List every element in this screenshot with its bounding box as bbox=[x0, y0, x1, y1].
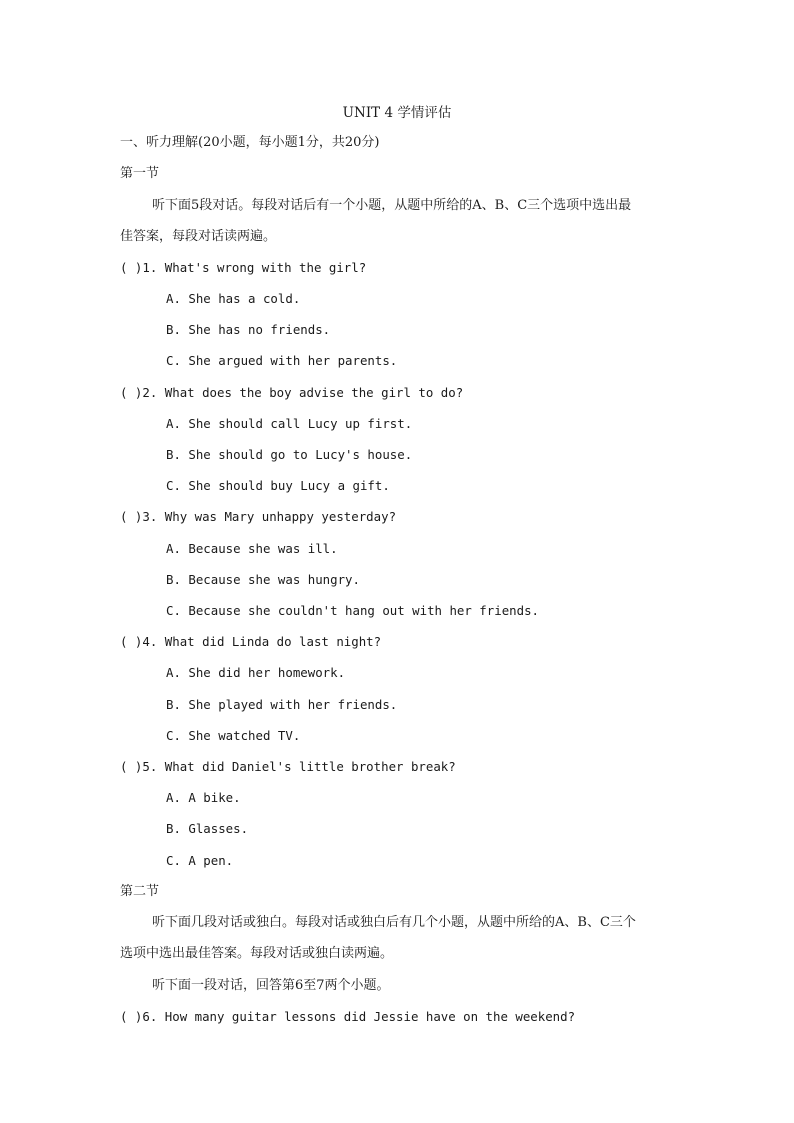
section2-instruction-line1: 听下面几段对话或独白。每段对话或独白后有几个小题，从题中所给的A、B、C三个 bbox=[152, 915, 636, 930]
question-stem: 3. Why was Mary unhappy yesterday? bbox=[142, 509, 397, 524]
option-5a: A. A bike. bbox=[166, 790, 241, 805]
answer-paren[interactable]: ( ) bbox=[120, 260, 143, 275]
question-5 bbox=[120, 757, 456, 777]
question-stem: 5. What did Daniel's little brother break? bbox=[142, 759, 456, 774]
answer-paren[interactable]: ( ) bbox=[120, 634, 143, 649]
question-3 bbox=[120, 507, 396, 527]
section1-instruction-line2: 佳答案，每段对话读两遍。 bbox=[120, 229, 277, 244]
option-1c: C. She argued with her parents. bbox=[166, 353, 398, 368]
question-stem: 1. What's wrong with the girl? bbox=[142, 260, 367, 275]
option-4b: B. She played with her friends. bbox=[166, 697, 398, 712]
option-1a: A. She has a cold. bbox=[166, 291, 301, 306]
part1-heading: 一、听力理解(20小题，每小题1分，共20分) bbox=[120, 135, 380, 150]
section1-instruction-line1: 听下面5段对话。每段对话后有一个小题，从题中所给的A、B、C三个选项中选出最 bbox=[152, 198, 632, 213]
question-4 bbox=[120, 632, 381, 652]
answer-paren[interactable]: ( ) bbox=[120, 385, 143, 400]
option-3b: B. Because she was hungry. bbox=[166, 572, 360, 587]
option-4a: A. She did her homework. bbox=[166, 665, 346, 680]
question-stem: 2. What does the boy advise the girl to do? bbox=[142, 385, 464, 400]
answer-paren[interactable]: ( ) bbox=[120, 1009, 143, 1024]
question-6 bbox=[120, 1007, 575, 1027]
section2-label: 第二节 bbox=[120, 884, 160, 899]
answer-paren[interactable]: ( ) bbox=[120, 509, 143, 524]
option-5b: B. Glasses. bbox=[166, 821, 249, 836]
question-stem: 6. How many guitar lessons did Jessie have on the weekend? bbox=[142, 1009, 576, 1024]
page-title: UNIT 4 学情评估 bbox=[342, 105, 452, 121]
option-2c: C. She should buy Lucy a gift. bbox=[166, 478, 390, 493]
question-1 bbox=[120, 258, 366, 278]
option-3a: A. Because she was ill. bbox=[166, 541, 338, 556]
answer-paren[interactable]: ( ) bbox=[120, 759, 143, 774]
section2-sub-instruction: 听下面一段对话，回答第6至7两个小题。 bbox=[152, 978, 390, 993]
question-2 bbox=[120, 383, 463, 403]
section1-label: 第一节 bbox=[120, 166, 160, 181]
question-stem: 4. What did Linda do last night? bbox=[142, 634, 382, 649]
option-5c: C. A pen. bbox=[166, 853, 234, 868]
section2-instruction-line2: 选项中选出最佳答案。每段对话或独白读两遍。 bbox=[120, 946, 394, 961]
option-4c: C. She watched TV. bbox=[166, 728, 301, 743]
option-1b: B. She has no friends. bbox=[166, 322, 331, 337]
option-2b: B. She should go to Lucy's house. bbox=[166, 447, 413, 462]
option-3c: C. Because she couldn't hang out with her friends. bbox=[166, 603, 539, 618]
option-2a: A. She should call Lucy up first. bbox=[166, 416, 413, 431]
